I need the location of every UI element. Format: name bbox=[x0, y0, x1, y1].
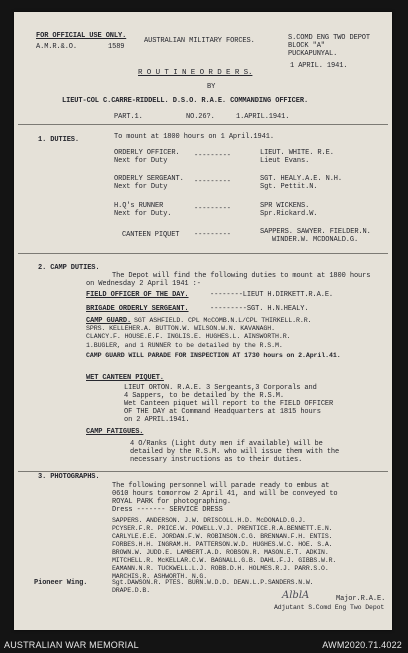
duty-role: ORDERLY SERGEANT. bbox=[114, 175, 184, 183]
camp-intro-line-2: on Wednesday 2 April 1941 :- bbox=[86, 280, 201, 288]
canteen-piquet-names-2: WINDER.W. MCDONALD.G. bbox=[272, 236, 359, 244]
photographs-names: SAPPERS. ANDERSON. J.W. DRISCOLL.H.D. McDONALD.G.J. bbox=[112, 517, 306, 524]
duty-next-name: Sgt. Pettit.N. bbox=[260, 183, 318, 191]
photographs-names: BROWN.W. JUDD.E. LAMBERT.A.D. ROBSON.R. MASON.E.T. ADKIN. bbox=[112, 549, 329, 556]
official-use-label: FOR OFFICIAL USE ONLY. bbox=[36, 32, 127, 40]
pioneer-wing-names: Sgt.DAWSON.R. PTES. BURN.W.D.D. DEAN.L.P.SANDERS.N.W. bbox=[112, 579, 314, 586]
pioneer-wing-names: DRAPE.D.B. bbox=[112, 587, 151, 594]
duty-name: LIEUT. WHITE. R.E. bbox=[260, 149, 334, 157]
photographs-names: FORBES.H.H. INGRAM.H. PATTERSON.W.D. HUGHES.W.C. HOE. S.A. bbox=[112, 541, 333, 548]
pioneer-wing-label: Pioneer Wing. bbox=[34, 579, 88, 587]
section-camp-duties-heading: 2. CAMP DUTIES. bbox=[38, 264, 100, 272]
camp-guard-line: SPRS. KELLEHER.A. BUTTON.W. WILSON.W.N. KAVANAGH. bbox=[86, 325, 275, 332]
camp-guard-label: CAMP GUARD. bbox=[86, 317, 132, 325]
camp-guard-line: CLANCY.F. HOUSE.E.F. INGLIS.E. HUGHES.L. AINSWORTH.R. bbox=[86, 333, 291, 340]
document-title: R O U T I N E O R D E R S. bbox=[138, 69, 253, 77]
camp-guard-parade: CAMP GUARD WILL PARADE FOR INSPECTION AT 1730 hours on 2.April.41. bbox=[86, 352, 341, 359]
photographs-names: EAMANN.N.R. TUCKWELL.L.J. ROBB.D.H. HOLMES.R.J. PARR.S.O. bbox=[112, 565, 329, 572]
duty-dashes: --------- bbox=[194, 152, 231, 160]
camp-guard-line: 1.BUGLER, and 1 RUNNER to be detailed by the R.S.M. bbox=[86, 342, 283, 349]
footer-accession-number: AWM2020.71.4022 bbox=[322, 640, 402, 650]
footer-institution: AUSTRALIAN WAR MEMORIAL bbox=[4, 640, 139, 650]
canteen-piquet-label: CANTEEN PIQUET bbox=[122, 231, 180, 239]
depot-line-3: PUCKAPUNYAL. bbox=[288, 50, 338, 58]
duty-role: ORDERLY OFFICER. bbox=[114, 149, 180, 157]
photographs-line: ROYAL PARK for photographing. bbox=[112, 498, 231, 506]
camp-fatigues-line: detailed by the R.S.M. who will issue them with the bbox=[130, 448, 340, 456]
photographs-names: MARCHIS.R. ASHWORTH. N.G. bbox=[112, 573, 208, 580]
adjutant-title: Adjutant S.Comd Eng Two Depot bbox=[274, 604, 385, 611]
depot-line-2: BLOCK "A" bbox=[288, 42, 325, 50]
wet-canteen-line: OF THE DAY at Command Headquarters at 1815 hours bbox=[124, 408, 321, 416]
camp-guard-line: SGT ASHFIELD. CPL McCOMB.N.L/CPL THIRKELL.R.R. bbox=[134, 317, 312, 324]
commander-line: LIEUT-COL C.CARRE-RIDDELL. D.S.O. R.A.E. COMMANDING OFFICER. bbox=[62, 97, 309, 105]
camp-intro-line-1: The Depot will find the following duties to mount at 1800 hours bbox=[112, 272, 371, 280]
order-date: 1.APRIL.1941. bbox=[236, 113, 290, 121]
field-officer-label: FIELD OFFICER OF THE DAY. bbox=[86, 291, 189, 299]
by-label: BY bbox=[207, 83, 216, 91]
wet-canteen-line: on 2 APRIL.1941. bbox=[124, 416, 190, 424]
camp-fatigues-label: CAMP FATIGUES. bbox=[86, 428, 144, 436]
section-photographs-heading: 3. PHOTOGRAPHS. bbox=[38, 473, 100, 481]
reference-number: 1589 bbox=[108, 43, 125, 51]
duty-name: SPR WICKENS. bbox=[260, 202, 310, 210]
duty-name: SGT. HEALY.A.E. N.H. bbox=[260, 175, 343, 183]
duty-next: Next for Duty. bbox=[114, 210, 172, 218]
photographs-line: 0610 hours tomorrow 2 April 41, and will be conveyed to bbox=[112, 490, 338, 498]
duty-role: H.Q's RUNNER bbox=[114, 202, 164, 210]
order-number: NO.26?. bbox=[186, 113, 215, 121]
duty-dashes: --------- bbox=[194, 178, 231, 186]
duty-next-name: Lieut Evans. bbox=[260, 157, 310, 165]
wet-canteen-label: WET CANTEEN PIQUET. bbox=[86, 374, 164, 382]
part-number: PART.1. bbox=[114, 113, 143, 121]
photographs-names: PCYSER.F.R. PRICE.W. POWELL.V.J. PRENTICE.R.A.BENNETT.E.N. bbox=[112, 525, 333, 532]
canteen-piquet-dashes: --------- bbox=[194, 231, 231, 239]
depot-date: 1 APRIL. 1941. bbox=[290, 62, 348, 70]
photographs-line: The following personnel will parade ready to embus at bbox=[112, 482, 330, 490]
document-page bbox=[14, 12, 392, 630]
adjutant-signature: AlblA bbox=[282, 590, 310, 601]
duty-next: Next for Duty bbox=[114, 183, 168, 191]
camp-fatigues-line: 4 O/Ranks (Light duty men if available) will be bbox=[130, 440, 323, 448]
photographs-dress: Dress ------- SERVICE DRESS bbox=[112, 506, 223, 514]
canteen-piquet-names-1: SAPPERS. SAWYER. FIELDER.N. bbox=[260, 228, 371, 236]
depot-line-1: S.COMD ENG TWO DEPOT bbox=[288, 34, 371, 42]
brigade-sergeant-name: ---------SGT. H.N.HEALY. bbox=[210, 305, 309, 313]
duty-next-name: Spr.Rickard.W. bbox=[260, 210, 318, 218]
header-divider bbox=[18, 124, 388, 125]
camp-fatigues-line: necessary instructions as to their duties. bbox=[130, 456, 303, 464]
field-officer-name: --------LIEUT H.DIRKETT.R.A.E. bbox=[210, 291, 334, 299]
duty-dashes: --------- bbox=[194, 205, 231, 213]
brigade-sergeant-label: BRIGADE ORDERLY SERGEANT. bbox=[86, 305, 189, 313]
duties-mount-time: To mount at 1800 hours on 1 April.1941. bbox=[114, 133, 274, 141]
section-duties-heading: 1. DUTIES. bbox=[38, 136, 80, 144]
photographs-names: CARLYLE.E.E. JORDAN.F.W. ROBINSON.C.G. BRENNAN.F.H. ENTIS. bbox=[112, 533, 333, 540]
wet-canteen-line: Wet Canteen piquet will report to the FIELD OFFICER bbox=[124, 400, 334, 408]
organisation-name: AUSTRALIAN MILITARY FORCES. bbox=[144, 37, 255, 45]
wet-canteen-line: 4 Sappers, to be detailed by the R.S.M. bbox=[124, 392, 284, 400]
duty-next: Next for Duty bbox=[114, 157, 168, 165]
photographs-names: MITCHELL.R. McKELLAR.C.W. BAGNALL.G.B. DAHL.F.J. GIBBS.W.R. bbox=[112, 557, 337, 564]
wet-canteen-line: LIEUT ORTON. R.A.E. 3 Sergeants,3 Corporals and bbox=[124, 384, 317, 392]
section-divider bbox=[18, 471, 388, 472]
section-divider bbox=[18, 253, 388, 254]
reference-code: A.M.R.&.O. bbox=[36, 43, 78, 51]
adjutant-rank: Major.R.A.E. bbox=[336, 595, 386, 603]
